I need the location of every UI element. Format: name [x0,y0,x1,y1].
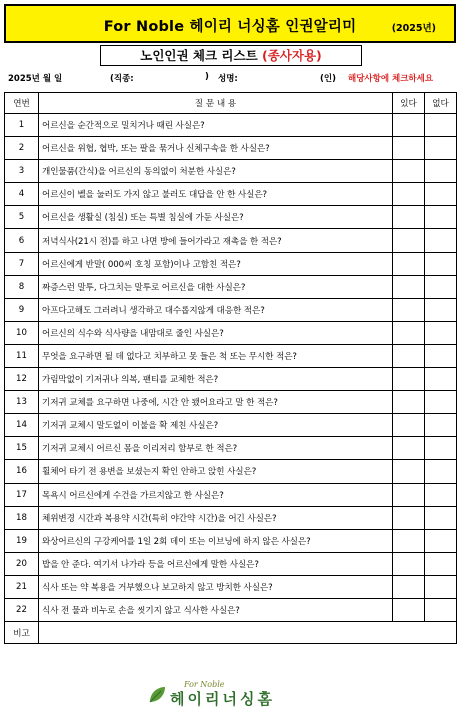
no-check-cell[interactable] [425,298,457,321]
no-check-cell[interactable] [425,183,457,206]
row-question: 기저귀 교체시 어르신 몸을 이리저리 함부로 한 적은? [39,437,393,460]
no-check-cell[interactable] [425,206,457,229]
header-no: 없다 [425,93,457,114]
table-row [5,298,457,321]
row-question: 식사 또는 약 복용을 거부했으나 보고하지 않고 방치한 사실은? [39,575,393,598]
row-question: 목욕시 어르신에게 수건을 가르지않고 한 사실은? [39,483,393,506]
no-check-cell[interactable] [425,437,457,460]
row-number: 17 [5,483,39,506]
row-number: 15 [5,437,39,460]
row-number: 7 [5,252,39,275]
row-question: 짜증스런 말투, 다그치는 말투로 어르신을 대한 사실은? [39,275,393,298]
footer-logo [140,680,320,708]
row-question: 휠체어 타기 전 용변을 보셨는지 확인 안하고 앉힌 사실은? [39,460,393,483]
no-check-cell[interactable] [425,529,457,552]
table-row [5,252,457,275]
year-label: (2025년) [391,23,436,34]
yes-check-cell[interactable] [393,529,425,552]
table-row [5,275,457,298]
row-number: 9 [5,298,39,321]
remark-row [5,622,457,644]
row-number: 21 [5,575,39,598]
row-question: 어르신을 생활실 (침실) 또는 특별 침실에 가둔 사실은? [39,206,393,229]
yes-check-cell[interactable] [393,575,425,598]
table-row [5,229,457,252]
date-field: 2025년 월 일 [8,74,63,84]
row-number: 10 [5,321,39,344]
yes-check-cell[interactable] [393,252,425,275]
yes-check-cell[interactable] [393,137,425,160]
yes-check-cell[interactable] [393,344,425,367]
no-check-cell[interactable] [425,321,457,344]
checklist-table [4,92,457,644]
no-check-cell[interactable] [425,552,457,575]
row-number: 14 [5,414,39,437]
seal-label: (인) [320,74,336,84]
row-number: 8 [5,275,39,298]
no-check-cell[interactable] [425,460,457,483]
row-number: 3 [5,160,39,183]
position-field-close: ) [205,72,209,82]
row-question: 어르신을 순간적으로 밀치거나 때린 사실은? [39,114,393,137]
yes-check-cell[interactable] [393,160,425,183]
table-row [5,160,457,183]
row-question: 어르신을 위협, 협박, 또는 팔을 묶거나 신체구속을 한 사실은? [39,137,393,160]
yes-check-cell[interactable] [393,437,425,460]
remark-field[interactable] [39,622,457,644]
yes-check-cell[interactable] [393,114,425,137]
header-number: 연번 [5,93,39,114]
yes-check-cell[interactable] [393,229,425,252]
no-check-cell[interactable] [425,275,457,298]
row-number: 4 [5,183,39,206]
no-check-cell[interactable] [425,575,457,598]
row-question: 밥을 안 준다. 여기서 나가라 등을 어르신에게 말한 사실은? [39,552,393,575]
no-check-cell[interactable] [425,229,457,252]
no-check-cell[interactable] [425,137,457,160]
row-question: 개인물품(간식)을 어르신의 동의없이 처분한 사실은? [39,160,393,183]
checklist-subtitle [100,45,362,66]
table-row [5,529,457,552]
row-question: 체위변경 시간과 복용약 시간(특히 야간약 시간)을 어긴 사실은? [39,506,393,529]
header-question: 질 문 내 용 [39,93,393,114]
yes-check-cell[interactable] [393,483,425,506]
yes-check-cell[interactable] [393,368,425,391]
subtitle-accent: (종사자용) [262,48,322,63]
page-title: For Noble 헤이리 너싱홈 인권알리미 [103,19,357,35]
table-row [5,414,457,437]
row-number: 19 [5,529,39,552]
title-banner [4,4,456,43]
yes-check-cell[interactable] [393,460,425,483]
no-check-cell[interactable] [425,114,457,137]
row-number: 1 [5,114,39,137]
no-check-cell[interactable] [425,252,457,275]
row-question: 기저귀 교체시 말도없이 이불을 확 제친 사실은? [39,414,393,437]
no-check-cell[interactable] [425,598,457,621]
yes-check-cell[interactable] [393,206,425,229]
row-question: 식사 전 물과 비누로 손을 씻기지 않고 식사한 사실은? [39,598,393,621]
row-number: 5 [5,206,39,229]
table-row [5,552,457,575]
yes-check-cell[interactable] [393,414,425,437]
row-number: 2 [5,137,39,160]
table-row [5,391,457,414]
yes-check-cell[interactable] [393,598,425,621]
table-row [5,575,457,598]
row-question: 어르신의 식수와 식사량을 내맘대로 줄인 사실은? [39,321,393,344]
subtitle-main: 노인인권 체크 리스트 [140,48,262,63]
table-row [5,437,457,460]
row-question: 기저귀 교체를 요구하면 나중에, 시간 안 됐어요라고 말 한 적은? [39,391,393,414]
table-row [5,598,457,621]
table-row [5,183,457,206]
position-field-label: (직종: [110,74,134,84]
table-row [5,206,457,229]
table-row [5,344,457,367]
no-check-cell[interactable] [425,414,457,437]
row-number: 18 [5,506,39,529]
no-check-cell[interactable] [425,368,457,391]
no-check-cell[interactable] [425,344,457,367]
yes-check-cell[interactable] [393,321,425,344]
no-check-cell[interactable] [425,391,457,414]
yes-check-cell[interactable] [393,298,425,321]
table-row [5,114,457,137]
table-row [5,137,457,160]
row-question: 어르신에게 반말( 000씨 호칭 포함)이나 고함친 적은? [39,252,393,275]
yes-check-cell[interactable] [393,391,425,414]
row-number: 22 [5,598,39,621]
logo-english-text: For Noble [184,680,225,689]
row-number: 16 [5,460,39,483]
table-row [5,321,457,344]
table-row [5,460,457,483]
remark-label: 비고 [5,622,39,644]
row-question: 와상어르신의 구강케어를 1일 2회 데이 또는 이브닝에 하지 않은 사실은? [39,529,393,552]
table-row [5,506,457,529]
row-number: 13 [5,391,39,414]
table-row [5,483,457,506]
no-check-cell[interactable] [425,506,457,529]
yes-check-cell[interactable] [393,275,425,298]
row-question: 어르신이 벨을 눌러도 가지 않고 불러도 대답을 안 한 사실은? [39,183,393,206]
row-number: 11 [5,344,39,367]
yes-check-cell[interactable] [393,183,425,206]
row-number: 6 [5,229,39,252]
table-header-row [5,93,457,114]
no-check-cell[interactable] [425,160,457,183]
no-check-cell[interactable] [425,483,457,506]
name-field-label: 성명: [218,74,238,84]
yes-check-cell[interactable] [393,506,425,529]
logo-korean-text: 헤이리너싱홈 [170,690,275,708]
table-row [5,368,457,391]
logo-leaf-icon [146,684,168,706]
yes-check-cell[interactable] [393,552,425,575]
row-number: 12 [5,368,39,391]
header-yes: 있다 [393,93,425,114]
row-question: 가림막없이 기저귀나 의복, 팬티를 교체한 적은? [39,368,393,391]
row-number: 20 [5,552,39,575]
check-instruction: 해당사항에 체크하세요 [348,74,434,84]
row-question: 무엇을 요구하면 될 데 없다고 치부하고 못 들은 척 또는 무시한 적은? [39,344,393,367]
row-question: 저녁식사(21시 전)를 하고 나면 방에 들어가라고 재촉을 한 적은? [39,229,393,252]
row-question: 아프다고해도 그러려니 생각하고 대수롭지않게 대응한 적은? [39,298,393,321]
